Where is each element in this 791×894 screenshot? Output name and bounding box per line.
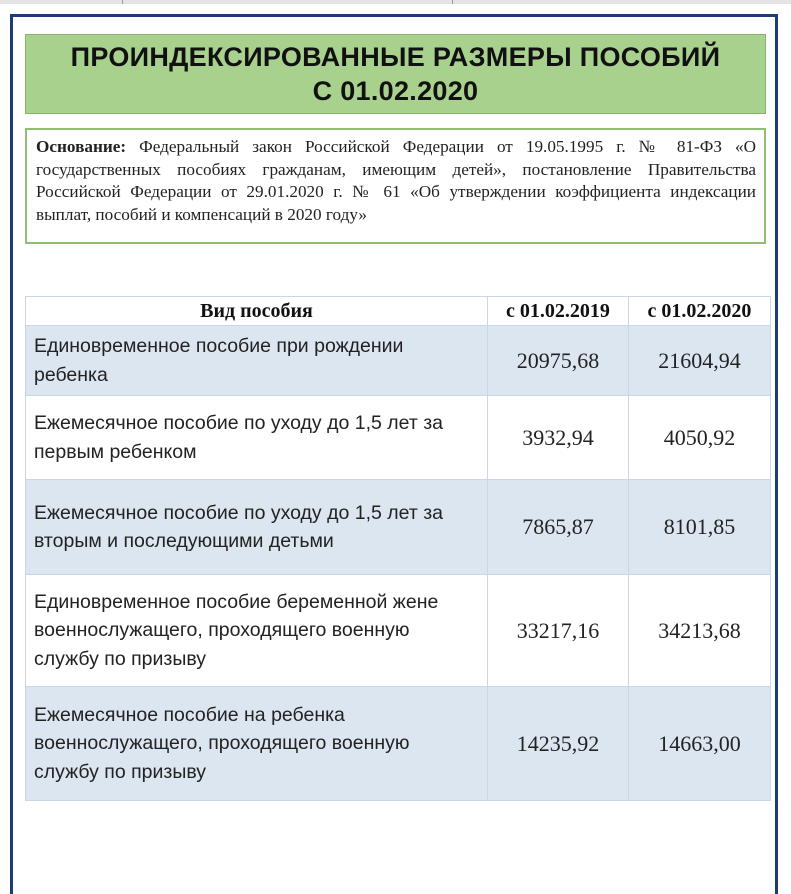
basis-note [25, 128, 766, 244]
benefit-type-cell: Единовременное пособие при рождении ребенка [26, 326, 488, 396]
value-2019-cell: 20975,68 [488, 326, 629, 396]
header-2019: с 01.02.2019 [488, 297, 629, 326]
title-line-1: ПРОИНДЕКСИРОВАННЫЕ РАЗМЕРЫ ПОСОБИЙ [70, 42, 721, 72]
value-2019-cell: 3932,94 [488, 396, 629, 480]
benefit-type-cell: Ежемесячное пособие по уходу до 1,5 лет за первым ребенком [26, 396, 488, 480]
benefit-type-cell: Ежемесячное пособие на ребенка военнослужащего, проходящего военную службу по призыву [26, 687, 488, 801]
value-2020-cell: 14663,00 [629, 687, 771, 801]
table-row [26, 326, 771, 396]
benefit-type-cell: Единовременное пособие беременной жене военнослужащего, проходящего военную службу по призыву [26, 575, 488, 687]
value-2020-cell: 21604,94 [629, 326, 771, 396]
header-2020: с 01.02.2020 [629, 297, 771, 326]
top-edge-tick [122, 0, 123, 4]
title-banner [25, 34, 766, 114]
value-2020-cell: 4050,92 [629, 396, 771, 480]
benefits-table [25, 296, 771, 801]
value-2020-cell: 34213,68 [629, 575, 771, 687]
top-edge-tick [452, 0, 453, 4]
table-row [26, 575, 771, 687]
title-line-2: С 01.02.2020 [312, 76, 479, 106]
value-2020-cell: 8101,85 [629, 480, 771, 575]
value-2019-cell: 7865,87 [488, 480, 629, 575]
basis-label: Основание: [36, 137, 127, 156]
benefit-type-cell: Ежемесячное пособие по уходу до 1,5 лет за вторым и последующими детьми [26, 480, 488, 575]
table-row [26, 480, 771, 575]
value-2019-cell: 14235,92 [488, 687, 629, 801]
header-benefit-type: Вид пособия [26, 297, 488, 326]
value-2019-cell: 33217,16 [488, 575, 629, 687]
basis-text: Федеральный закон Российской Федерации от 19.05.1995 г. № 81-ФЗ «О государственных пособиях гражданам, имеющим детей», постановление Правительства Российской Федерации от 29.01.2020 г. № 61 «Об утверждении коэффициента индексации выплат, пособий и компенсаций в 2020 году» [36, 137, 756, 224]
table-header-row [26, 297, 771, 326]
table-row [26, 687, 771, 801]
table-row [26, 396, 771, 480]
top-edge-line [0, 0, 791, 4]
